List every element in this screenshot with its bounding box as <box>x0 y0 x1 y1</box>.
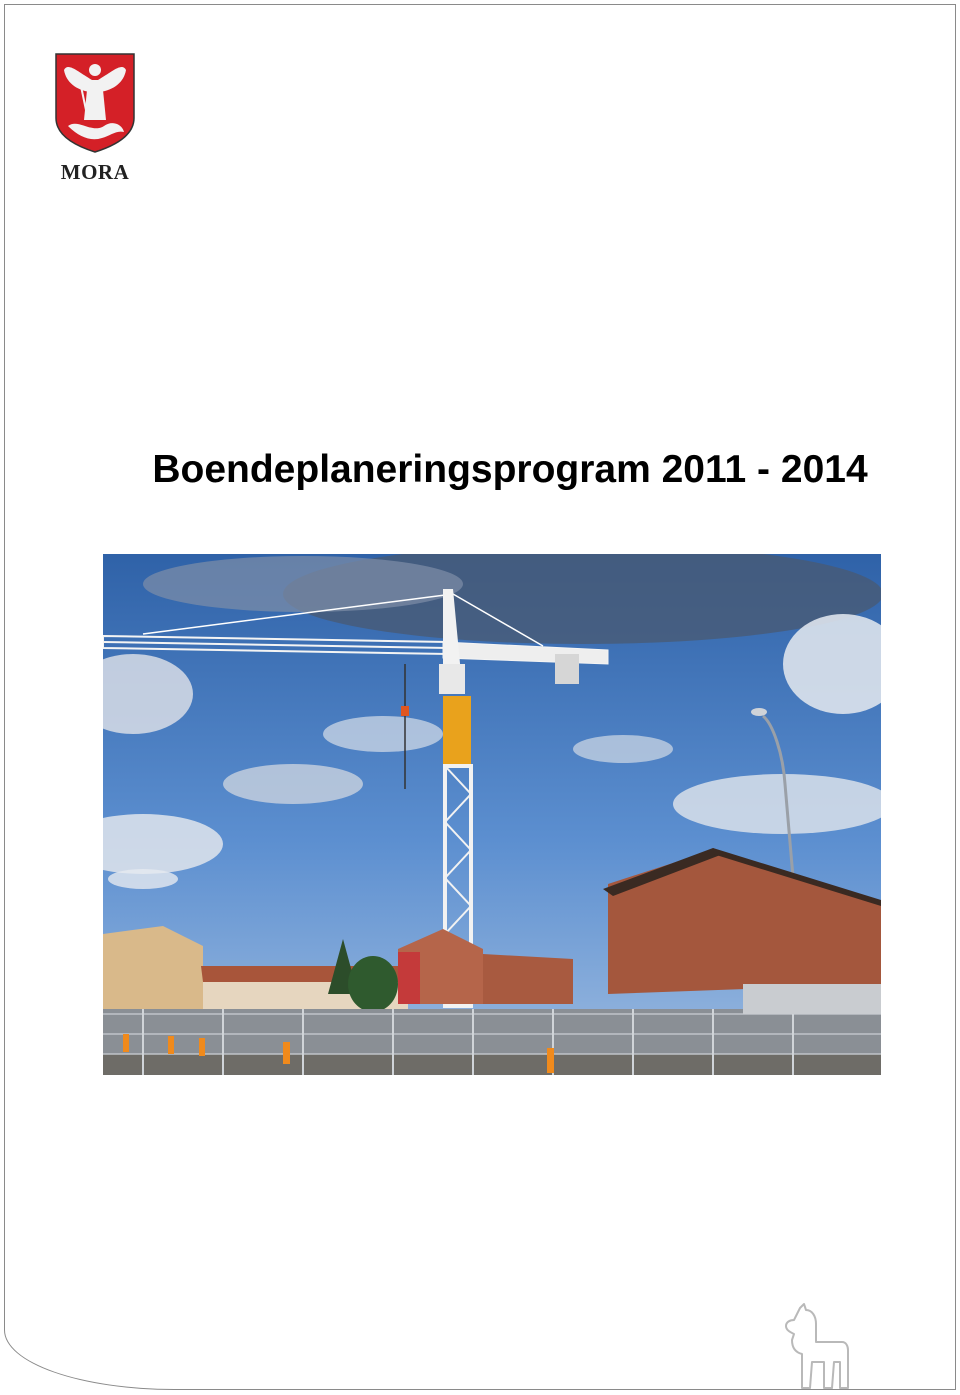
dala-horse-icon <box>782 1302 852 1390</box>
logo-text: MORA <box>60 160 130 184</box>
mora-logo <box>52 52 138 184</box>
document-title: Boendeplaneringsprogram 2011 - 2014 <box>152 448 868 491</box>
dala-horse <box>782 1302 852 1390</box>
construction-photo <box>103 554 881 1075</box>
construction-crane-photo <box>103 554 881 1075</box>
coat-of-arms-icon <box>52 52 138 154</box>
